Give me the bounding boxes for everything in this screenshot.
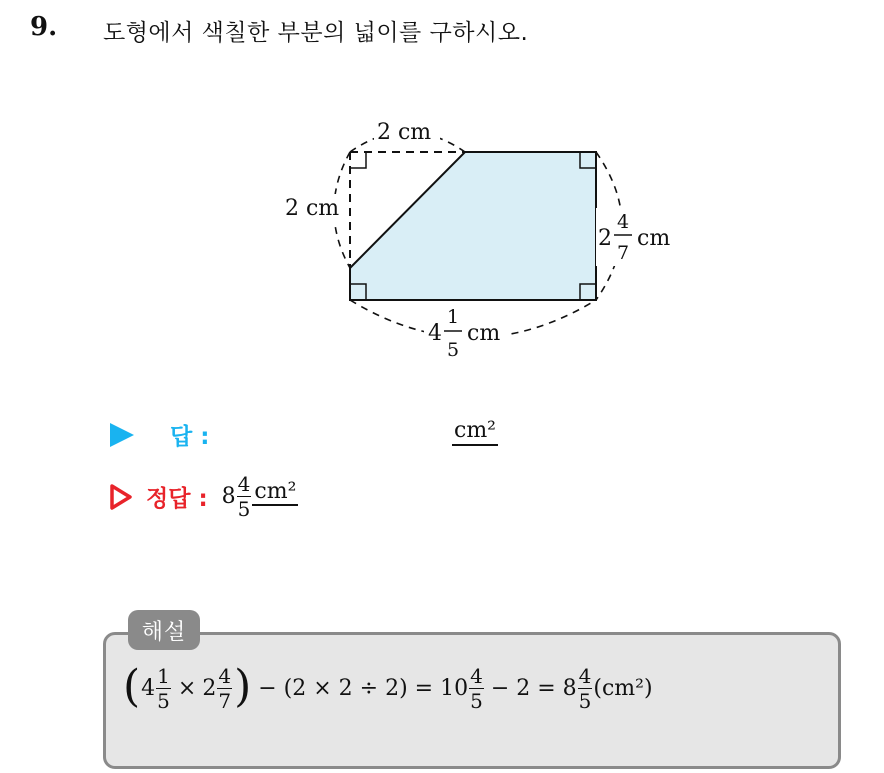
label-right-num: 4 <box>617 211 630 233</box>
correct-unit: cm² <box>254 479 297 504</box>
right-angle-mark-top-left <box>350 152 366 168</box>
answer-unit: cm² <box>454 418 497 443</box>
correct-whole: 8 <box>221 484 236 509</box>
question-text: 도형에서 색칠한 부분의 넓이를 구하시오. <box>103 20 529 46</box>
shaded-region <box>350 152 596 300</box>
answer-label: 답 : <box>170 424 210 450</box>
question-number: 9. <box>30 12 58 42</box>
label-top: 2 cm <box>377 120 432 145</box>
answer-marker-icon <box>110 423 134 447</box>
explanation-tab: 해설 <box>128 610 200 650</box>
label-bottom-whole: 4 <box>428 321 442 346</box>
correct-fraction: $\frac{4}{5}$ <box>237 472 251 521</box>
label-left: 2 cm <box>285 196 340 221</box>
correct-answer-row <box>110 474 298 519</box>
explanation-formula: ( 4 $\frac{1}{5}$ × 2 $\frac{4}{7}$ ) − (2 × 2 ÷ 2) = 10 $\frac{4}{5}$ − 2 = 8 $\frac{4}{5}$ (cm²) <box>123 660 653 713</box>
correct-marker-icon <box>110 484 132 510</box>
label-right-unit: cm <box>637 226 671 251</box>
label-right-den: 7 <box>617 242 630 264</box>
answer-row <box>110 418 209 451</box>
correct-label: 정답 : <box>146 486 208 512</box>
label-right-whole: 2 <box>598 226 612 251</box>
label-bottom-unit: cm <box>467 321 501 346</box>
answer-input-line[interactable] <box>452 418 498 446</box>
label-bottom-num: 1 <box>447 306 460 328</box>
label-bottom-den: 5 <box>447 339 460 361</box>
